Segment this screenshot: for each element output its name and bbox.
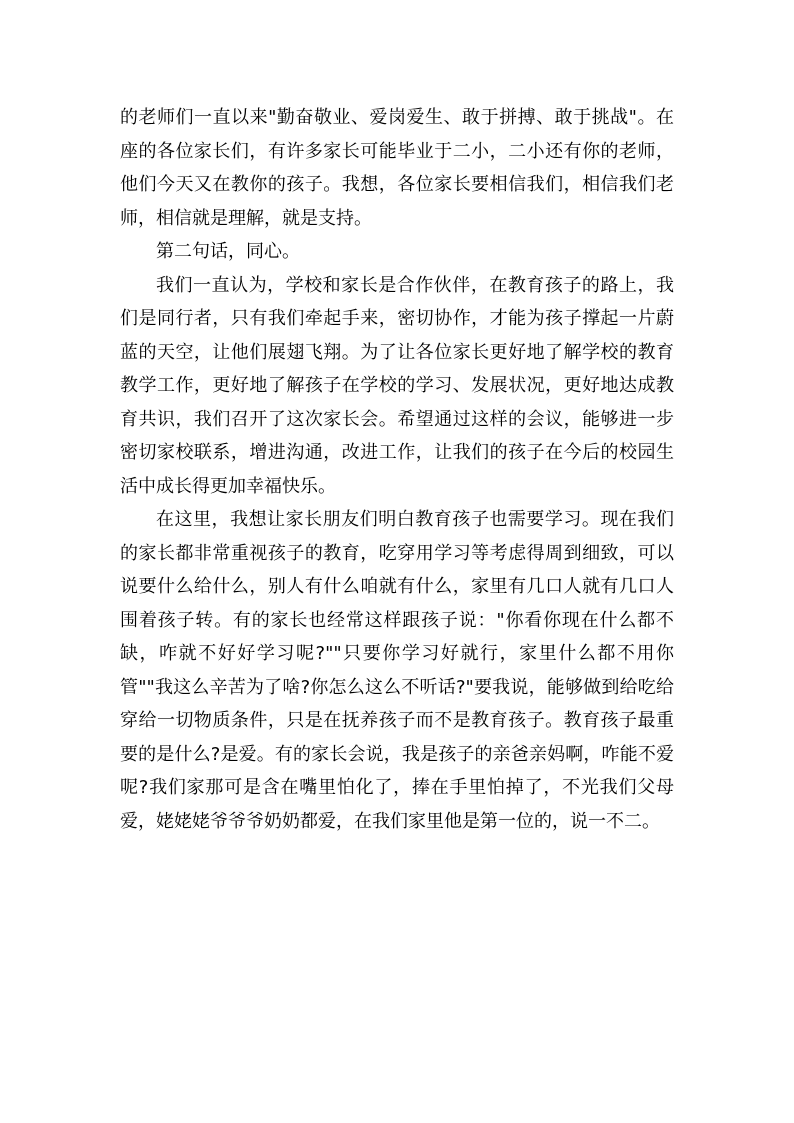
paragraph-3: 我们一直认为，学校和家长是合作伙伴，在教育孩子的路上，我们是同行者，只有我们牵起手来，密切协作，才能为孩子撑起一片蔚蓝的天空，让他们展翅飞翔。为了让各位家长更好地了解学校的教育教学工作，更好地了解孩子在学校的学习、发展状况，更好地达成教育共识，我们召开了这次家长会。希望通过这样的会议，能够进一步密切家校联系，增进沟通，改进工作，让我们的孩子在今后的校园生活中成长得更加幸福快乐。	[120, 274, 674, 497]
paragraph-4: 在这里，我想让家长朋友们明白教育孩子也需要学习。现在我们的家长都非常重视孩子的教育，吃穿用学习等考虑得周到细致，可以说要什么给什么，别人有什么咱就有什么，家里有几口人就有几口人围着孩子转。有的家长也经常这样跟孩子说："你看你现在什么都不缺，咋就不好好学习呢?""只要你学习好就行，家里什么都不用你管""我这么辛苦为了啥?你怎么这么不听话?"要我说，能够做到给吃给穿给一切物质条件，只是在抚养孩子而不是教育孩子。教育孩子最重要的是什么?是爱。有的家长会说，我是孩子的亲爸亲妈啊，咋能不爱呢?我们家那可是含在嘴里怕化了，捧在手里怕掉了，不光我们父母爱，姥姥姥爷爷爷奶奶都爱，在我们家里他是第一位的，说一不二。	[120, 509, 675, 832]
paragraph-2: 第二句话，同心。	[156, 241, 300, 262]
document-page	[120, 101, 674, 838]
paragraph-1: 的老师们一直以来"勤奋敬业、爱岗爱生、敢于拼搏、敢于挑战"。在座的各位家长们，有许多家长可能毕业于二小，二小还有你的老师，他们今天又在教你的孩子。我想，各位家长要相信我们，相信我们老师，相信就是理解，就是支持。	[120, 107, 674, 229]
